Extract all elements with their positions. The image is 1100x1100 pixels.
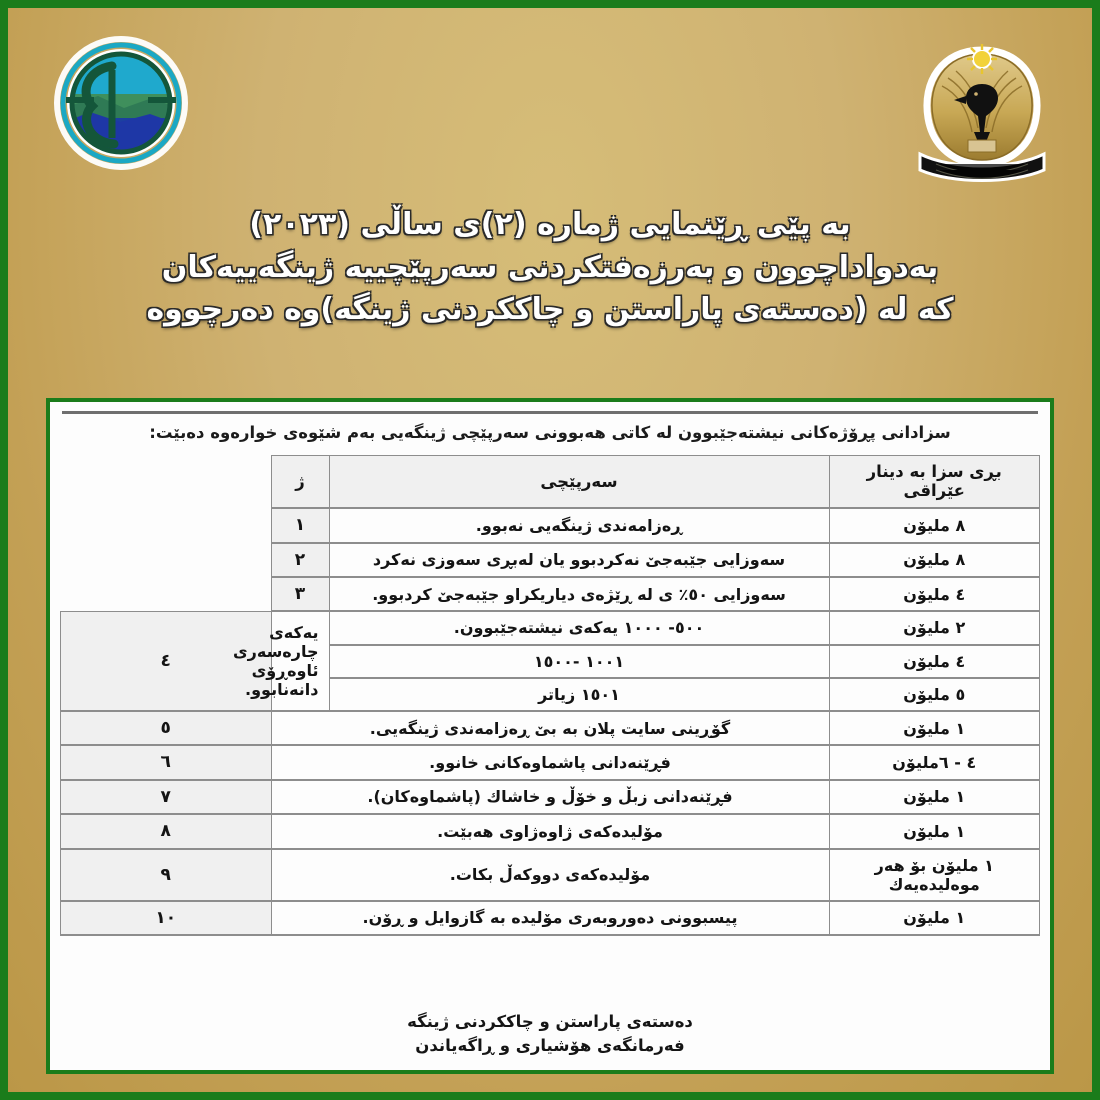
- cell-fine: ١ ملیۆن: [829, 814, 1040, 848]
- table-body: [61, 508, 1040, 935]
- column-header-violation: سەرپێچی: [329, 455, 829, 508]
- title-line-2: بەدواداچوون و بەرزەفتکردنی سەرپێچییە ژینگەییەکان: [161, 249, 939, 285]
- cell-fine: ٤ - ٦ملیۆن: [829, 745, 1040, 779]
- table-row: [61, 711, 1040, 745]
- cell-number: ٣: [271, 577, 329, 611]
- cell-number: ٦: [61, 745, 272, 779]
- poster-background: [8, 8, 1092, 1092]
- intro-paragraph: سزادانی پڕۆژەکانی نیشتەجێبوون لە کاتی هەبوونی سەرپێچی ژینگەیی بەم شێوەی خوارەوە دەبێت:: [149, 423, 951, 442]
- cell-fine: ٨ ملیۆن: [829, 543, 1040, 577]
- table-row-group-first: [61, 611, 1040, 644]
- cell-number: ١: [271, 508, 329, 542]
- cell-fine: ٥ ملیۆن: [829, 678, 1040, 711]
- cell-sub-range: ١٠٠١ -١٥٠٠: [329, 645, 829, 678]
- cell-violation: مۆلیدەکەی دووکەڵ بکات.: [271, 849, 829, 901]
- cell-violation: مۆلیدەکەی ژاوەژاوی هەبێت.: [271, 814, 829, 848]
- title-line-1: بە پێی ڕێنمایی ژمارە (٢)ی ساڵی (٢٠٢٣): [249, 207, 851, 242]
- cell-number: ٧: [61, 780, 272, 814]
- cell-number: ٥: [61, 711, 272, 745]
- table-row: [61, 901, 1040, 935]
- card-top-divider: [62, 411, 1038, 414]
- cell-number: ٨: [61, 814, 272, 848]
- environment-board-logo: [50, 32, 192, 174]
- cell-sub-range: ١٥٠١ زیاتر: [329, 678, 829, 711]
- cell-number: ٩: [61, 849, 272, 901]
- poster-title: [8, 204, 1092, 332]
- cell-sub-range: ٥٠٠- ١٠٠٠ یەکەی نیشتەجێبوون.: [329, 611, 829, 644]
- cell-violation: فڕێنەدانی زبڵ و خۆڵ و خاشاك (پاشماوەکان).: [271, 780, 829, 814]
- table-row: [61, 508, 1040, 542]
- content-card: [46, 398, 1054, 1074]
- kurdistan-regional-government-emblem: [902, 28, 1062, 188]
- title-line-3: کە لە (دەستەی پاراستن و چاککردنی ژینگە)وە دەرچووە: [146, 292, 954, 328]
- table-header: [61, 455, 1040, 508]
- table-row: [61, 577, 1040, 611]
- table-row: [61, 745, 1040, 779]
- table-header-row: [61, 455, 1040, 508]
- footer-block: [60, 997, 1040, 1064]
- cell-violation: سەوزایی جێبەجێ نەکردبوو یان لەبڕی سەوزی نەکرد: [329, 543, 829, 577]
- cell-fine: ٨ ملیۆن: [829, 508, 1040, 542]
- cell-violation-group: یەکەی چارەسەری ئاوەڕۆی دانەنابوو.: [271, 611, 329, 711]
- penalties-table: [60, 455, 1040, 937]
- cell-fine: ١ ملیۆن بۆ هەر موەلیدەیەك: [829, 849, 1040, 901]
- cell-number: ٤: [61, 611, 272, 711]
- cell-violation: فڕێنەدانی پاشماوەکانی خانوو.: [271, 745, 829, 779]
- cell-violation: گۆڕینی سایت پلان بە بێ ڕەزامەندی ژینگەیی.: [271, 711, 829, 745]
- column-header-no: ژ: [271, 455, 329, 508]
- cell-violation: ڕەزامەندی ژینگەیی نەبوو.: [329, 508, 829, 542]
- table-row: [61, 780, 1040, 814]
- cell-number: ٢: [271, 543, 329, 577]
- cell-violation: سەوزایی ٥٠٪ ی لە ڕێژەی دیاریکراو جێبەجێ کردبوو.: [329, 577, 829, 611]
- column-header-fine: بڕی سزا بە دینار عێراقی: [829, 455, 1040, 508]
- cell-fine: ١ ملیۆن: [829, 711, 1040, 745]
- cell-violation: پیسبوونی دەوروبەری مۆلیدە بە گازوایل و ڕۆن.: [271, 901, 829, 935]
- cell-number: ١٠: [61, 901, 272, 935]
- footer-line-2: فەرمانگەی هۆشیاری و ڕاگەیاندن: [415, 1036, 685, 1056]
- cell-fine: ٢ ملیۆن: [829, 611, 1040, 644]
- table-row: [61, 543, 1040, 577]
- table-row: [61, 849, 1040, 901]
- cell-fine: ١ ملیۆن: [829, 901, 1040, 935]
- cell-fine: ٤ ملیۆن: [829, 577, 1040, 611]
- cell-fine: ٤ ملیۆن: [829, 645, 1040, 678]
- table-row: [61, 814, 1040, 848]
- cell-fine: ١ ملیۆن: [829, 780, 1040, 814]
- footer-line-1: دەستەی پاراستن و چاککردنی ژینگە: [407, 1012, 693, 1032]
